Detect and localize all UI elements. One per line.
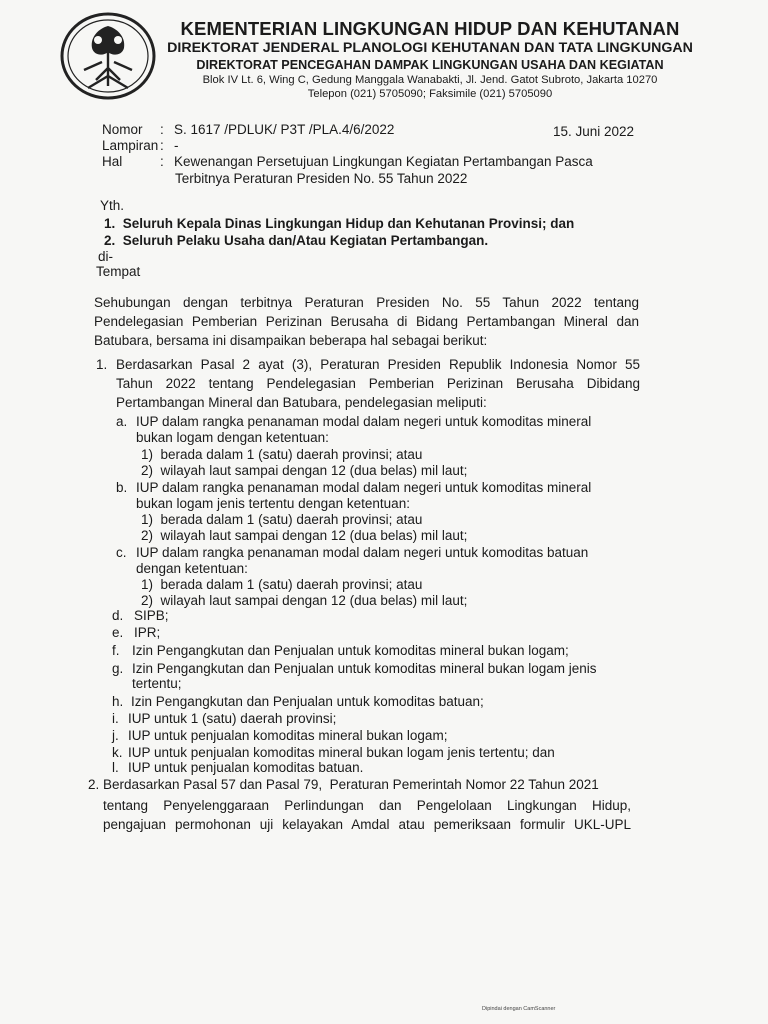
recipient-2: 2. Seluruh Pelaku Usaha dan/Atau Kegiatan Pertambangan. xyxy=(104,233,489,248)
directorate-name: DIREKTORAT PENCEGAHAN DAMPAK LINGKUNGAN USAHA DAN KEGIATAN xyxy=(196,58,664,72)
ministry-name: KEMENTERIAN LINGKUNGAN HIDUP DAN KEHUTANAN xyxy=(180,18,680,39)
item-b-line-1: IUP dalam rangka penanaman modal dalam negeri untuk komoditas mineral xyxy=(136,480,592,495)
item-b-line-2: bukan logam jenis tertentu dengan ketentuan: xyxy=(136,496,410,511)
item-k-text: IUP untuk penjualan komoditas mineral bukan logam jenis tertentu; dan xyxy=(128,745,555,760)
item-c-sub-2: 2) wilayah laut sampai dengan 12 (dua belas) mil laut; xyxy=(141,593,468,608)
item-c-sub-1: 1) berada dalam 1 (satu) daerah provinsi; atau xyxy=(141,577,423,592)
point-2-line-3: pengajuan permohonan uji kelayakan Amdal atau pemeriksaan formulir UKL-UPL xyxy=(103,817,631,832)
tempat: Tempat xyxy=(96,264,141,279)
item-c-line-2: dengan ketentuan: xyxy=(136,561,248,576)
item-c-line-1: IUP dalam rangka penanaman modal dalam negeri untuk komoditas batuan xyxy=(136,545,589,560)
item-k-marker: k. xyxy=(112,745,123,760)
intro-line-1: Sehubungan dengan terbitnya Peraturan Presiden No. 55 Tahun 2022 tentang xyxy=(94,295,639,310)
yth: Yth. xyxy=(100,198,125,213)
item-i-marker: i. xyxy=(112,711,119,726)
item-f-text: Izin Pengangkutan dan Penjualan untuk komoditas mineral bukan logam; xyxy=(132,643,569,658)
point-2-line-2: tentang Penyelenggaraan Perlindungan dan Pengelolaan Lingkungan Hidup, xyxy=(103,798,631,813)
item-a-sub-2: 2) wilayah laut sampai dengan 12 (dua belas) mil laut; xyxy=(141,463,468,478)
scanner-footer: Dipindai dengan CamScanner xyxy=(482,1006,556,1012)
directorate-general-name: DIREKTORAT JENDERAL PLANOLOGI KEHUTANAN DAN TATA LINGKUNGAN xyxy=(167,40,693,56)
hal-value: Kewenangan Persetujuan Lingkungan Kegiatan Pertambangan Pasca xyxy=(174,154,593,169)
item-b-sub-1: 1) berada dalam 1 (satu) daerah provinsi; atau xyxy=(141,512,423,527)
item-a-line-2: bukan logam dengan ketentuan: xyxy=(136,430,329,445)
item-a-line-1: IUP dalam rangka penanaman modal dalam negeri untuk komoditas mineral xyxy=(136,414,592,429)
di: di- xyxy=(98,249,114,264)
letterhead xyxy=(160,18,700,102)
item-i-text: IUP untuk 1 (satu) daerah provinsi; xyxy=(128,711,337,726)
item-h-marker: h. xyxy=(112,694,124,709)
lampiran-value: - xyxy=(174,138,179,153)
point-1-line-2: Tahun 2022 tentang Pendelegasian Pemberian Perizinan Berusaha Dibidang xyxy=(116,376,640,391)
hal-label: Hal xyxy=(102,154,123,169)
point-2-line-1: Berdasarkan Pasal 57 dan Pasal 79, Peraturan Pemerintah Nomor 22 Tahun 2021 xyxy=(103,777,599,792)
item-e-text: IPR; xyxy=(134,625,161,640)
hal-row: Hal : Kewenangan Persetujuan Lingkungan Kegiatan Pertambangan Pasca xyxy=(102,154,593,169)
item-j-marker: j. xyxy=(112,728,119,743)
item-d-text: SIPB; xyxy=(134,608,169,623)
address: Blok IV Lt. 6, Wing C, Gedung Manggala Wanabakti, Jl. Jend. Gatot Subroto, Jakarta 10270 xyxy=(202,74,658,86)
item-j-text: IUP untuk penjualan komoditas mineral bukan logam; xyxy=(128,728,448,743)
hal-value-line2: Terbitnya Peraturan Presiden No. 55 Tahun 2022 xyxy=(175,171,468,186)
item-f-marker: f. xyxy=(112,643,120,658)
item-c-marker: c. xyxy=(116,545,127,560)
lampiran-label: Lampiran xyxy=(102,138,159,153)
lampiran-row: Lampiran : - xyxy=(102,138,179,153)
point-1-line-3: Pertambangan Mineral dan Batubara, pendelegasian meliputi: xyxy=(116,395,487,410)
item-g-text-2: tertentu; xyxy=(132,676,182,691)
item-d-marker: d. xyxy=(112,608,124,623)
point-2-number: 2. xyxy=(88,777,100,792)
item-l-text: IUP untuk penjualan komoditas batuan. xyxy=(128,760,364,775)
recipient-1: 1. Seluruh Kepala Dinas Lingkungan Hidup dan Kehutanan Provinsi; dan xyxy=(104,216,575,231)
item-l-marker: l. xyxy=(112,760,119,775)
item-g-text: Izin Pengangkutan dan Penjualan untuk komoditas mineral bukan logam jenis xyxy=(132,661,597,676)
nomor-label: Nomor xyxy=(102,122,143,137)
nomor-value: S. 1617 /PDLUK/ P3T /PLA.4/6/2022 xyxy=(174,122,395,137)
intro-line-2: Pendelegasian Pemberian Perizinan Berusaha di Bidang Pertambangan Mineral dan xyxy=(94,314,639,329)
ministry-emblem-icon xyxy=(58,6,158,106)
item-g-marker: g. xyxy=(112,661,124,676)
point-1-number: 1. xyxy=(96,357,108,372)
item-e-marker: e. xyxy=(112,625,124,640)
phone-fax: Telepon (021) 5705090; Faksimile (021) 5705090 xyxy=(307,88,553,100)
item-b-sub-2: 2) wilayah laut sampai dengan 12 (dua belas) mil laut; xyxy=(141,528,468,543)
item-b-marker: b. xyxy=(116,480,128,495)
item-a-marker: a. xyxy=(116,414,128,429)
letter-date: 15. Juni 2022 xyxy=(553,124,635,139)
item-h-text: Izin Pengangkutan dan Penjualan untuk komoditas batuan; xyxy=(131,694,484,709)
nomor-row: Nomor : S. 1617 /PDLUK/ P3T /PLA.4/6/2022 xyxy=(102,122,395,137)
intro-line-3: Batubara, bersama ini disampaikan beberapa hal sebagai berikut: xyxy=(94,333,488,348)
point-1-line-1: Berdasarkan Pasal 2 ayat (3), Peraturan Presiden Republik Indonesia Nomor 55 xyxy=(116,357,640,372)
item-a-sub-1: 1) berada dalam 1 (satu) daerah provinsi; atau xyxy=(141,447,423,462)
